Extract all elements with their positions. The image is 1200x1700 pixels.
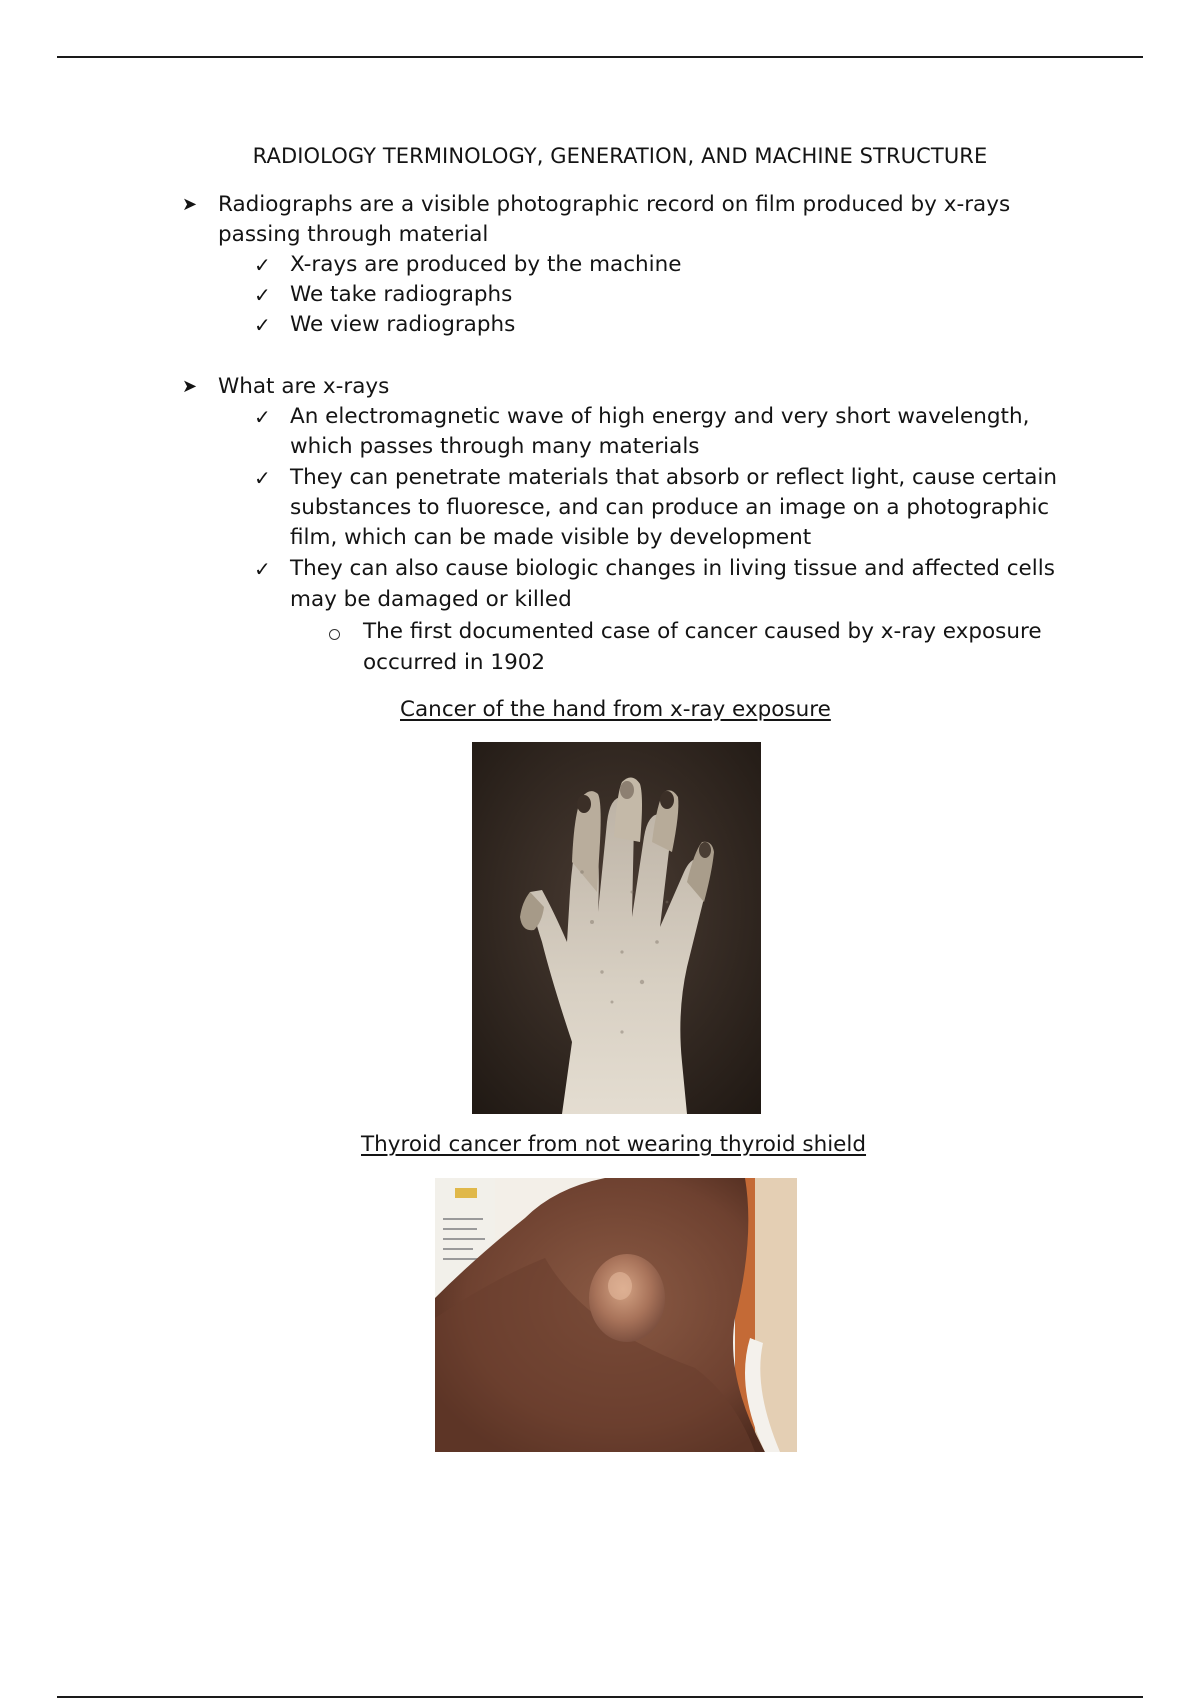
hand-photo [472,742,761,1114]
check-item: substances to fluoresce, and can produce an image on a photographic [290,495,1050,520]
page-title: RADIOLOGY TERMINOLOGY, GENERATION, AND MACHINE STRUCTURE [252,144,988,168]
checkmark-icon: ✓ [254,313,271,337]
bullet-text: Radiographs are a visible photographic record on film produced by x-rays [218,192,1011,217]
check-item: They can also cause biologic changes in living tissue and affected cells [290,556,1055,581]
header-rule [57,56,1143,58]
check-item: film, which can be made visible by development [290,525,812,550]
checkmark-icon: ✓ [254,557,271,581]
checkmark-icon: ✓ [254,283,271,307]
sub-bullet-text: The first documented case of cancer caused by x-ray exposure [363,619,1042,644]
check-item: which passes through many materials [290,434,700,459]
check-item: They can penetrate materials that absorb or reflect light, cause certain [290,465,1058,490]
checkmark-icon: ✓ [254,253,271,277]
checkmark-icon: ✓ [254,466,271,490]
figure-caption: Thyroid cancer from not wearing thyroid shield [361,1132,867,1157]
arrowhead-bullet-icon: ➤ [182,376,198,397]
check-item: We view radiographs [290,312,516,337]
footer-rule [57,1696,1143,1698]
check-item: may be damaged or killed [290,587,572,612]
hollow-circle-icon [329,629,340,640]
checkmark-icon: ✓ [254,405,271,429]
check-item: We take radiographs [290,282,513,307]
thyroid-photo [435,1178,797,1452]
check-item: An electromagnetic wave of high energy and very short wavelength, [290,404,1030,429]
arrowhead-bullet-icon: ➤ [182,194,198,215]
bullet-text: passing through material [218,222,489,247]
check-item: X-rays are produced by the machine [290,252,682,277]
sub-bullet-text: occurred in 1902 [363,650,546,675]
figure-caption: Cancer of the hand from x-ray exposure [400,697,831,722]
bullet-text: What are x-rays [218,374,390,399]
